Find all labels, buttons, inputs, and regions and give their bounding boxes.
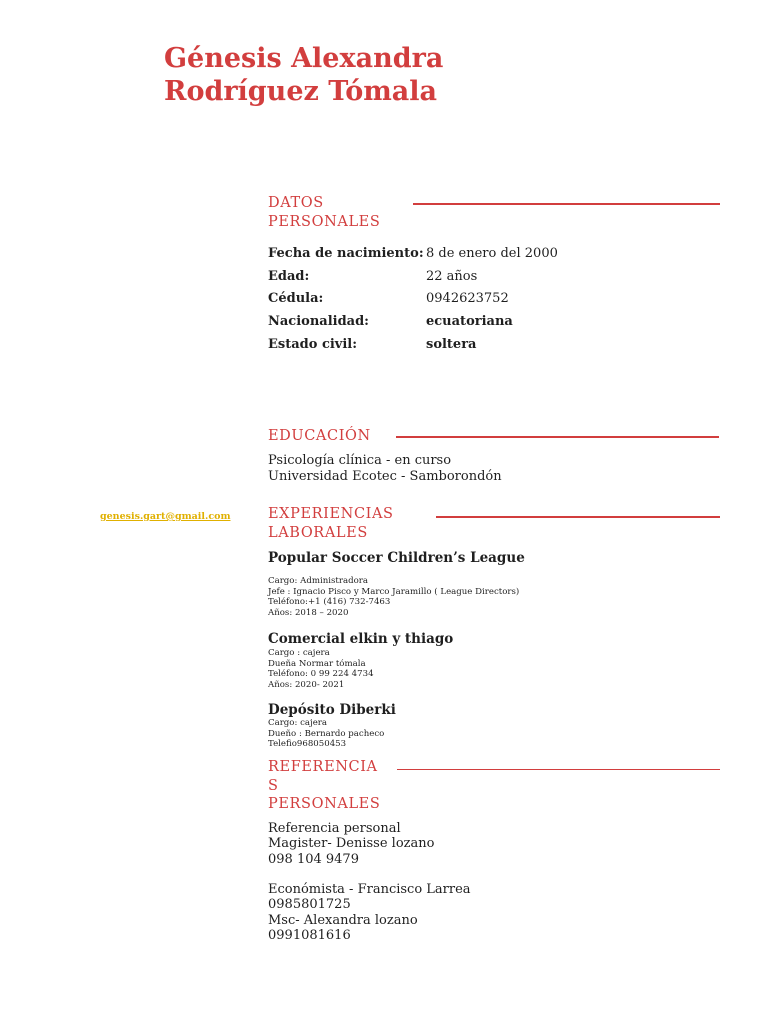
estado-civil-label: Estado civil:	[268, 337, 358, 352]
job-title-2: Comercial elkin y thiago	[268, 631, 454, 647]
name-line-2: Rodríguez Tómala	[164, 76, 438, 107]
experiencias-divider	[436, 516, 720, 518]
estado-civil-value: soltera	[426, 337, 477, 352]
referencias-title-line-1: REFERENCIA	[268, 759, 378, 775]
experiencias-title-line-1: EXPERIENCIAS	[268, 506, 394, 522]
job-1-line-4: Años: 2018 – 2020	[268, 607, 349, 618]
job-3-line-1: Cargo: cajera	[268, 718, 328, 728]
job-2-line-4: Años: 2020- 2021	[268, 679, 345, 690]
edad-label: Edad:	[268, 269, 310, 284]
referencia-line-3: 098 104 9479	[268, 852, 359, 867]
job-2-line-2: Dueña Normar tómala	[268, 658, 366, 669]
section-title-referencias	[268, 758, 380, 814]
job-1-line-2: Jefe : Ignacio Pisco y Marco Jaramillo ( League Directors)	[268, 586, 520, 597]
datos-title-line-2: PERSONALES	[268, 213, 381, 230]
section-title-educacion: EDUCACIÓN	[268, 428, 371, 444]
referencia-line-1: Referencia personal	[268, 821, 401, 836]
job-3-line-3: Telefio968050453	[268, 739, 347, 750]
email-link[interactable]: genesis.gart@gmail.com	[100, 511, 231, 522]
nacionalidad-label: Nacionalidad:	[268, 314, 369, 329]
referencia-line-8: 0991081616	[268, 928, 351, 943]
educacion-line-1: Psicología clínica - en curso	[268, 453, 452, 468]
job-2-line-1: Cargo : cajera	[268, 648, 330, 658]
educacion-line-2: Universidad Ecotec - Samborondón	[268, 469, 502, 484]
fecha-label: Fecha de nacimiento:	[268, 246, 424, 261]
cedula-value: 0942623752	[426, 291, 509, 306]
referencia-line-5: Económista - Francisco Larrea	[268, 882, 471, 897]
job-details-1	[268, 576, 519, 618]
job-1-line-3: Teléfono:+1 (416) 732-7463	[268, 597, 391, 608]
educacion-divider	[396, 436, 719, 438]
edad-value: 22 años	[426, 269, 478, 284]
job-title-3: Depósito Diberki	[268, 702, 396, 718]
section-title-datos-personales	[268, 194, 380, 231]
referencia-line-2: Magister- Denisse lozano	[268, 836, 435, 851]
job-2-line-3: Teléfono: 0 99 224 4734	[268, 669, 374, 680]
candidate-name	[164, 42, 443, 108]
section-title-experiencias	[268, 505, 394, 542]
name-line-1: Génesis Alexandra	[164, 43, 444, 74]
experiencias-title-line-2: LABORALES	[268, 524, 368, 541]
referencias-title-line-3: PERSONALES	[268, 796, 381, 812]
fecha-value: 8 de enero del 2000	[426, 246, 558, 261]
referencia-line-7: Msc- Alexandra lozano	[268, 913, 418, 928]
job-details-3	[268, 718, 384, 750]
job-3-line-2: Dueño : Bernardo pacheco	[268, 728, 385, 739]
datos-divider	[413, 203, 720, 205]
referencias-divider	[397, 769, 720, 770]
job-title-1: Popular Soccer Children’s League	[268, 550, 525, 566]
job-details-2	[268, 648, 374, 690]
datos-title-line-1: DATOS	[268, 195, 324, 211]
cedula-label: Cédula:	[268, 291, 324, 306]
nacionalidad-value: ecuatoriana	[426, 314, 513, 329]
referencias-title-line-2: S	[268, 777, 279, 794]
job-1-line-1: Cargo: Administradora	[268, 576, 368, 586]
referencia-line-6: 0985801725	[268, 897, 351, 912]
